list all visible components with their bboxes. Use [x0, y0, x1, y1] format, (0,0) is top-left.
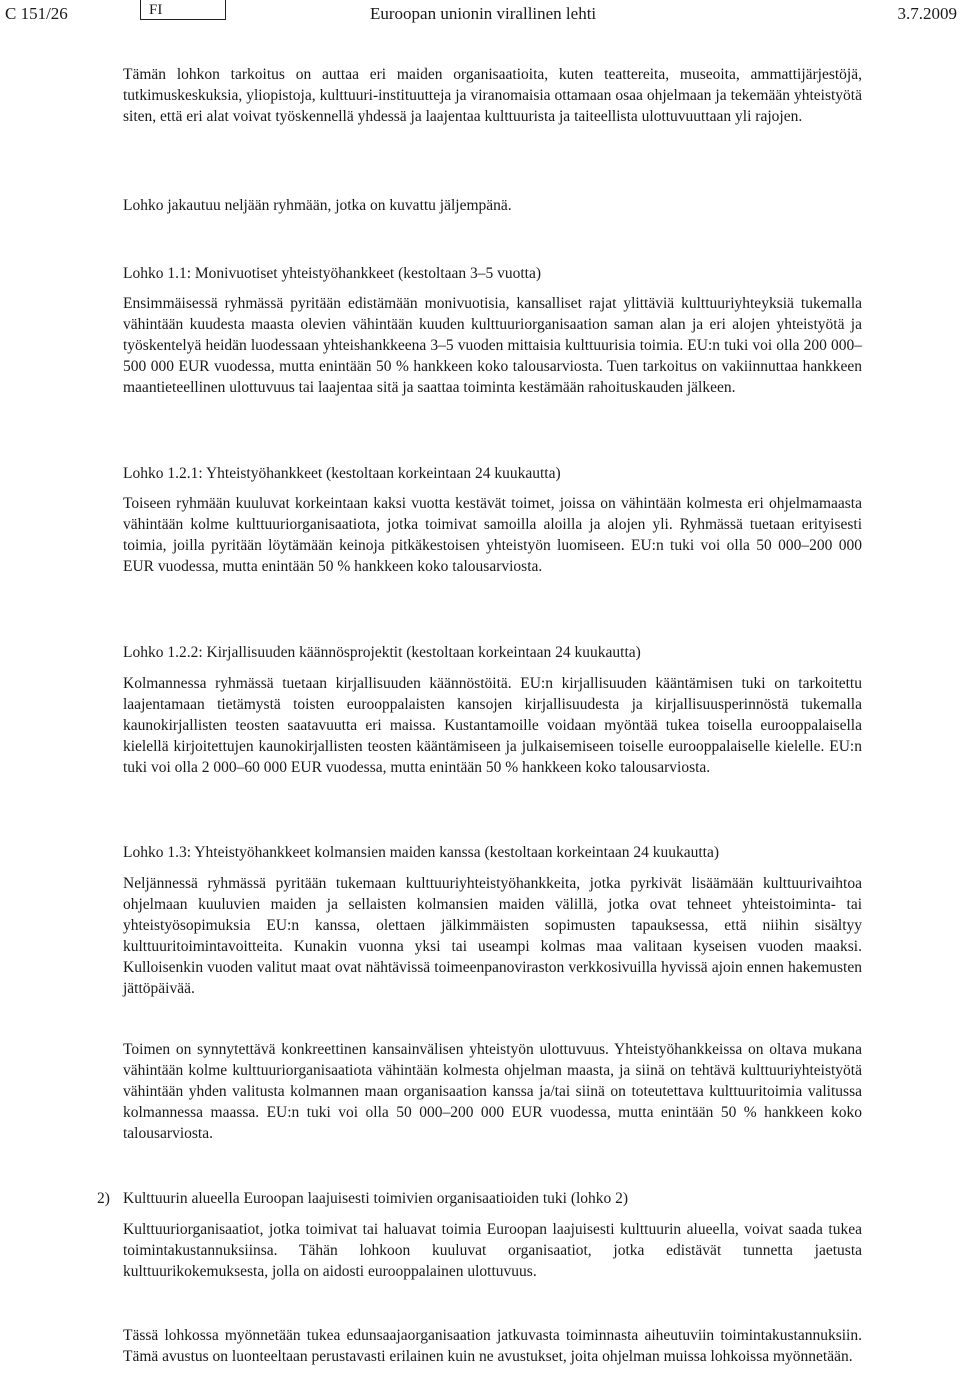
section-1-2-2-paragraph: Kolmannessa ryhmässä tuetaan kirjallisuuden käännöstöitä. EU:n kirjallisuuden kääntämisen tuki on tarkoitettu laajentamaan tietämystä toisten eurooppalaisten kansojen kirjallisuudesta ja kirjallisuusperinnöstä tukemalla kaunokirjallisten teosten saatavuutta eri maissa. Kustantamoille voidaan myöntää tukea toisella eurooppalaisella kielellä kirjoitettujen kaunokirjallisten teosten kääntämiseen ja julkaisemiseen toiselle eurooppalaiselle kielelle. EU:n tuki voi olla 2 000–60 000 EUR vuodessa, mutta enintään 50 % hankkeen koko talousarviosta. [123, 675, 862, 776]
section-1-2-1-heading: Lohko 1.2.1: Yhteistyöhankkeet (kestoltaan korkeintaan 24 kuukautta) [123, 465, 561, 482]
section-1-3-paragraph: Neljännessä ryhmässä pyritään tukemaan kulttuuriyhteistyöhankkeita, jotka pyrkivät lisäämään kulttuurivaihtoa ohjelmaan kuuluvien maiden ja sellaisten kolmansien maiden välillä, jotka ovat tehneet yhteistoiminta- tai yhteistyösopimuksia EU:n kanssa, olettaen jälkimmäisten sopimusten tapauksessa, että niihin sisältyy kulttuuritoimintavoitteita. Kunakin vuonna yksi tai useampi kolmas maa valitaan kyseisen vuoden maaksi. Kulloisenkin vuoden valitut maat ovat nähtävissä toimeenpanoviraston verkkosivuilla hyvissä ajoin ennen hakemusten jättöpäivää. [123, 875, 862, 997]
section-2-number: 2) [97, 1190, 110, 1207]
section-1-1-paragraph: Ensimmäisessä ryhmässä pyritään edistämään monivuotisia, kansalliset rajat ylittäviä kulttuuriyhteyksiä tukemalla vähintään kuudesta maasta olevien vähintään kuuden kulttuuriorganisaation saman alan ja eri alojen yhteistyötä ja työskentelyä heidän luodessaan yhteishankkeena 3–5 vuoden mittaisia kulttuurisia toimia. EU:n tuki voi olla 200 000–500 000 EUR vuodessa, mutta enintään 50 % hankkeen koko talousarviosta. Tuen tarkoitus on vakiinnuttaa hankkeen maantieteellinen ulottuvuus tai laajentaa sitä ja saattaa toiminta kestämään rahoituskauden jälkeen. [123, 295, 862, 396]
page-header [5, 3, 957, 25]
split-note-paragraph: Lohko jakautuu neljään ryhmään, jotka on kuvattu jäljempänä. [123, 197, 512, 214]
page-reference: C 151/26 [5, 4, 68, 23]
section-1-3-heading: Lohko 1.3: Yhteistyöhankkeet kolmansien maiden kanssa (kestoltaan korkeintaan 24 kuukautta) [123, 844, 720, 861]
section-2-heading [97, 1188, 862, 1209]
publication-date: 3.7.2009 [897, 4, 957, 23]
intro-paragraph: Tämän lohkon tarkoitus on auttaa eri maiden organisaatioita, kuten teattereita, museoita, ammattijärjestöjä, tutkimuskeskuksia, yliopistoja, kulttuuri-instituutteja ja viranomaisia ottamaan osaa ohjelmaan ja tekemään yhteistyötä siten, että eri alat voivat työskennellä yhdessä ja laajentaa kulttuurista ja taiteellista ulottuvuuttaan yli rajojen. [123, 66, 862, 125]
section-1-1-heading: Lohko 1.1: Monivuotiset yhteistyöhankkeet (kestoltaan 3–5 vuotta) [123, 265, 542, 282]
section-1-2-2-heading: Lohko 1.2.2: Kirjallisuuden käännösprojektit (kestoltaan korkeintaan 24 kuukautta) [123, 644, 641, 661]
section-2-paragraph: Kulttuuriorganisaatiot, jotka toimivat tai haluavat toimia Euroopan laajuisesti kulttuurin alueella, voivat saada tukea toimintakustannuksiinsa. Tähän lohkoon kuuluvat organisaatiot, jotka edistävät tunnetta jaetusta kulttuurikokemuksesta, jolla on aidosti eurooppalainen ulottuvuus. [123, 1221, 862, 1280]
section-1-2-1-paragraph: Toiseen ryhmään kuuluvat korkeintaan kaksi vuotta kestävät toimet, joissa on vähintään kolmesta eri ohjelmamaasta vähintään kolme kulttuuriorganisaatiota, jotka toimivat samoilla aloilla ja alojen yli. Ryhmässä tuetaan erityisesti toimia, joilla pyritään löytämään keinoja pitkäkestoisen yhteistyön luomiseen. EU:n tuki voi olla 50 000–200 000 EUR vuodessa, mutta enintään 50 % hankkeen koko talousarviosta. [123, 495, 862, 575]
section-2-title: Kulttuurin alueella Euroopan laajuisesti toimivien organisaatioiden tuki (lohko 2) [123, 1190, 629, 1207]
section-2-paragraph-2: Tässä lohkossa myönnetään tukea edunsaajaorganisaation jatkuvasta toiminnasta aiheutuviin toimintakustannuksiin. Tämä avustus on luonteeltaan perustavasti erilainen kuin ne avustukset, joita ohjelman muissa lohkoissa myönnetään. [123, 1327, 862, 1365]
language-code-box: FI [140, 0, 226, 20]
section-1-3-paragraph-2: Toimen on synnytettävä konkreettinen kansainvälisen yhteistyön ulottuvuus. Yhteistyöhankkeissa on oltava mukana vähintään kolme kulttuuriorganisaatiota vähintään kolmesta ohjelman maasta, ja siinä on tehtävä kulttuuriyhteistyötä vähintään yhden valitusta kolmannen maan organisaation kanssa ja/tai siinä on toteutettava kulttuuritoimia valitussa kolmannessa maassa. EU:n tuki voi olla 50 000–200 000 EUR vuodessa, mutta enintään 50 % hankkeen koko talousarviosta. [123, 1041, 862, 1142]
journal-title: Euroopan unionin virallinen lehti [370, 4, 597, 23]
